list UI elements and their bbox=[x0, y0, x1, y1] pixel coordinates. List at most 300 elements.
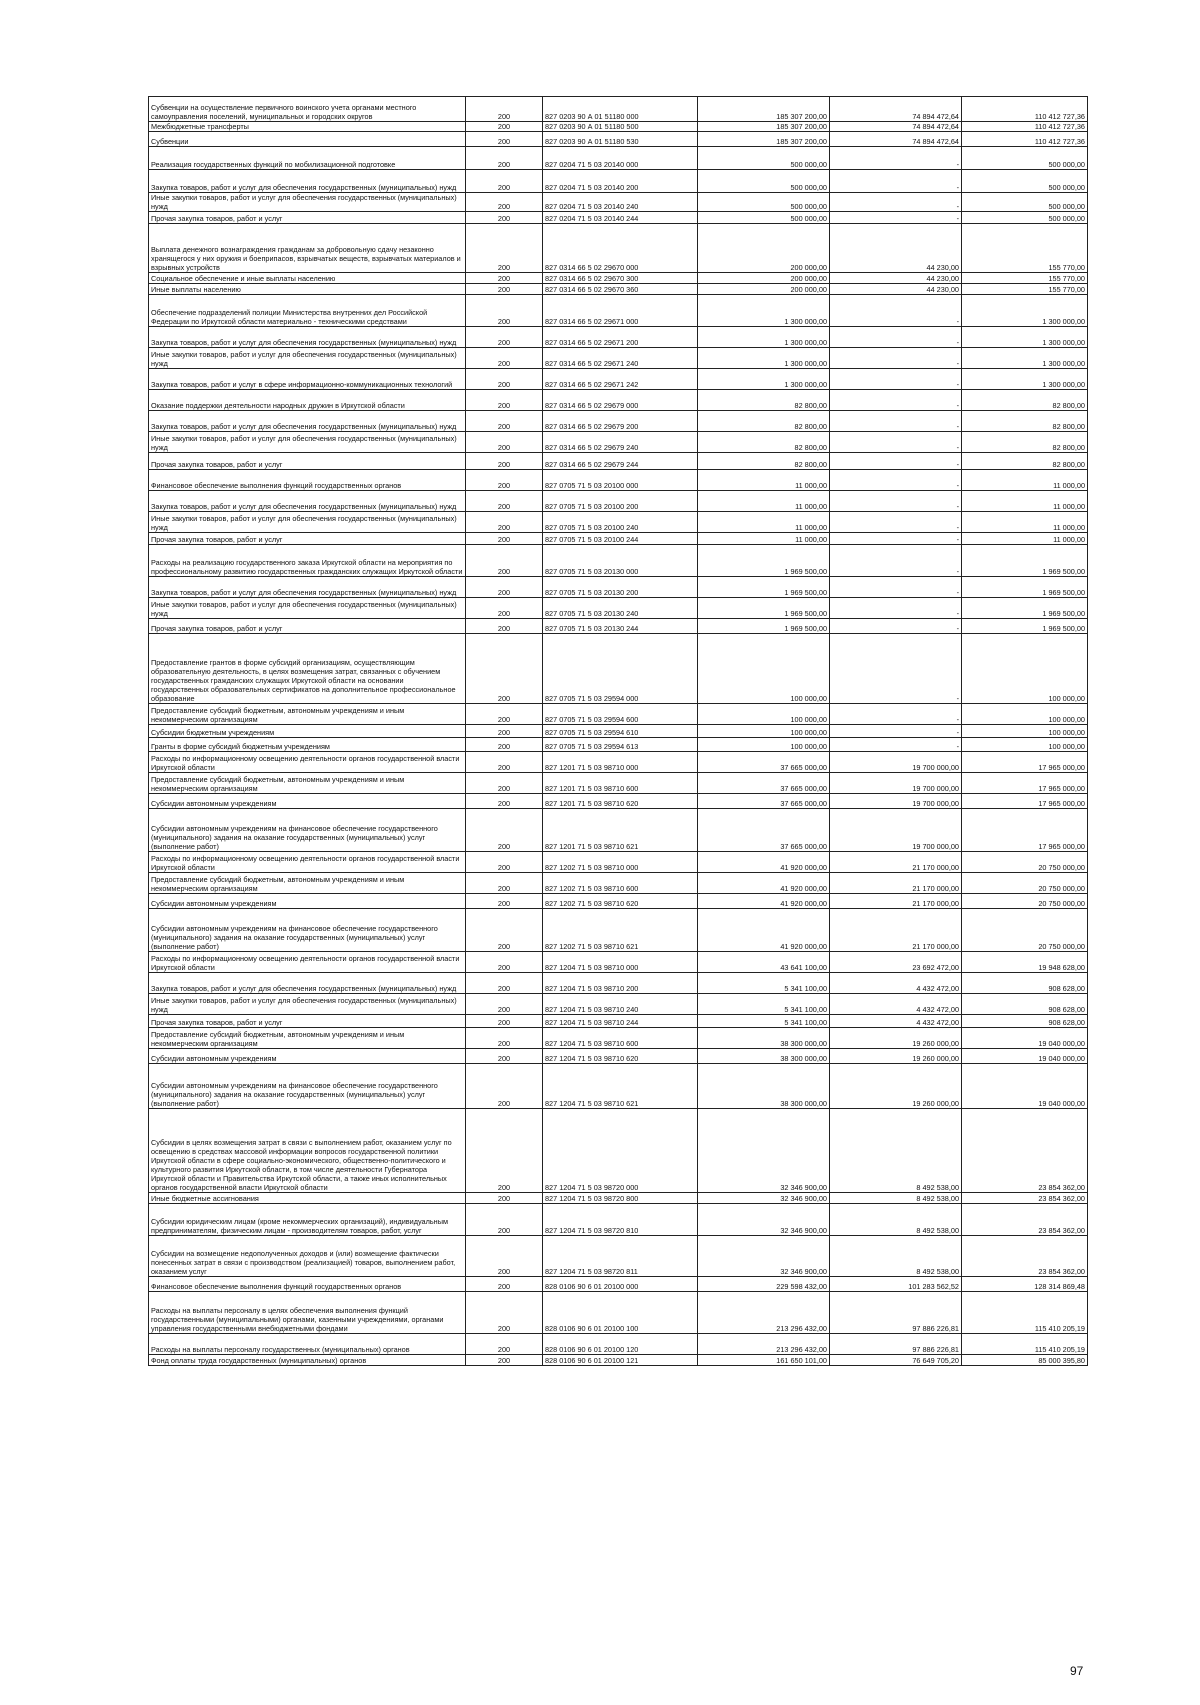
row-done: 19 260 000,00 bbox=[830, 1049, 962, 1064]
table-row bbox=[149, 1028, 1088, 1049]
row-done: - bbox=[830, 390, 962, 411]
row-left: 23 854 362,00 bbox=[962, 1204, 1088, 1236]
row-done: 44 230,00 bbox=[830, 284, 962, 295]
row-plan: 82 800,00 bbox=[698, 453, 830, 470]
row-kbk: 828 0106 90 6 01 20100 100 bbox=[543, 1292, 698, 1334]
row-plan: 229 598 432,00 bbox=[698, 1277, 830, 1292]
row-name: Фонд оплаты труда государственных (муниципальных) органов bbox=[149, 1355, 466, 1366]
row-left: 82 800,00 bbox=[962, 411, 1088, 432]
row-name: Закупка товаров, работ и услуг в сфере информационно-коммуникационных технологий bbox=[149, 369, 466, 390]
budget-table-body bbox=[149, 97, 1088, 1366]
page-number: 97 bbox=[1070, 1664, 1084, 1678]
row-done: - bbox=[830, 491, 962, 512]
row-left: 11 000,00 bbox=[962, 512, 1088, 533]
row-name: Субвенции на осуществление первичного воинского учета органами местного самоуправления поселений, муниципальных и городских округов bbox=[149, 97, 466, 122]
row-kbk: 827 0705 71 5 03 20100 240 bbox=[543, 512, 698, 533]
row-plan: 32 346 900,00 bbox=[698, 1204, 830, 1236]
row-done: 97 886 226,81 bbox=[830, 1292, 962, 1334]
row-kbk: 827 1204 71 5 03 98720 811 bbox=[543, 1236, 698, 1277]
row-name: Расходы по информационному освещению деятельности органов государственной власти Иркутской области bbox=[149, 952, 466, 973]
row-code: 200 bbox=[466, 725, 543, 738]
row-code: 200 bbox=[466, 952, 543, 973]
row-kbk: 827 0314 66 5 02 29679 240 bbox=[543, 432, 698, 453]
row-plan: 1 300 000,00 bbox=[698, 348, 830, 369]
row-done: - bbox=[830, 432, 962, 453]
row-kbk: 827 0314 66 5 02 29671 000 bbox=[543, 295, 698, 327]
row-left: 19 040 000,00 bbox=[962, 1064, 1088, 1109]
table-row bbox=[149, 1064, 1088, 1109]
row-done: 21 170 000,00 bbox=[830, 852, 962, 873]
row-name: Межбюджетные трансферты bbox=[149, 122, 466, 132]
row-done: 21 170 000,00 bbox=[830, 909, 962, 952]
row-plan: 37 665 000,00 bbox=[698, 794, 830, 809]
row-plan: 37 665 000,00 bbox=[698, 809, 830, 852]
row-done: 76 649 705,20 bbox=[830, 1355, 962, 1366]
row-done: 4 432 472,00 bbox=[830, 1015, 962, 1028]
row-code: 200 bbox=[466, 873, 543, 894]
row-done: 8 492 538,00 bbox=[830, 1204, 962, 1236]
row-name: Субсидии автономным учреждениям bbox=[149, 794, 466, 809]
table-row bbox=[149, 773, 1088, 794]
row-name: Закупка товаров, работ и услуг для обеспечения государственных (муниципальных) нужд bbox=[149, 327, 466, 348]
row-done: - bbox=[830, 704, 962, 725]
row-plan: 41 920 000,00 bbox=[698, 852, 830, 873]
row-plan: 11 000,00 bbox=[698, 533, 830, 545]
row-done: - bbox=[830, 411, 962, 432]
row-code: 200 bbox=[466, 773, 543, 794]
row-plan: 5 341 100,00 bbox=[698, 973, 830, 994]
row-left: 1 300 000,00 bbox=[962, 327, 1088, 348]
row-plan: 100 000,00 bbox=[698, 704, 830, 725]
row-kbk: 827 1202 71 5 03 98710 600 bbox=[543, 873, 698, 894]
row-done: - bbox=[830, 470, 962, 491]
row-name: Субсидии автономным учреждениям на финансовое обеспечение государственного (муниципального) задания на оказание государственных (муниципальных) услуг (выполнение работ) bbox=[149, 909, 466, 952]
row-name: Предоставление субсидий бюджетным, автономным учреждениям и иным некоммерческим организациям bbox=[149, 873, 466, 894]
row-name: Прочая закупка товаров, работ и услуг bbox=[149, 212, 466, 224]
row-code: 200 bbox=[466, 470, 543, 491]
table-row bbox=[149, 545, 1088, 577]
table-row bbox=[149, 909, 1088, 952]
row-done: - bbox=[830, 193, 962, 212]
row-plan: 41 920 000,00 bbox=[698, 894, 830, 909]
row-left: 100 000,00 bbox=[962, 704, 1088, 725]
row-kbk: 827 0705 71 5 03 20100 000 bbox=[543, 470, 698, 491]
row-left: 500 000,00 bbox=[962, 147, 1088, 170]
row-plan: 185 307 200,00 bbox=[698, 97, 830, 122]
row-kbk: 827 1202 71 5 03 98710 000 bbox=[543, 852, 698, 873]
row-left: 23 854 362,00 bbox=[962, 1109, 1088, 1193]
table-row bbox=[149, 193, 1088, 212]
table-row bbox=[149, 973, 1088, 994]
row-code: 200 bbox=[466, 1277, 543, 1292]
row-code: 200 bbox=[466, 1109, 543, 1193]
row-code: 200 bbox=[466, 122, 543, 132]
row-code: 200 bbox=[466, 809, 543, 852]
row-name: Выплата денежного вознаграждения гражданам за добровольную сдачу незаконно хранящегося у них оружия и боеприпасов, взрывчатых веществ, взрывчатых материалов и взрывных устройств bbox=[149, 224, 466, 273]
row-plan: 500 000,00 bbox=[698, 212, 830, 224]
row-done: - bbox=[830, 453, 962, 470]
row-code: 200 bbox=[466, 973, 543, 994]
row-plan: 100 000,00 bbox=[698, 725, 830, 738]
row-code: 200 bbox=[466, 348, 543, 369]
row-kbk: 827 0314 66 5 02 29671 240 bbox=[543, 348, 698, 369]
row-left: 155 770,00 bbox=[962, 284, 1088, 295]
row-left: 19 948 628,00 bbox=[962, 952, 1088, 973]
row-kbk: 827 0314 66 5 02 29679 200 bbox=[543, 411, 698, 432]
row-code: 200 bbox=[466, 1028, 543, 1049]
row-plan: 500 000,00 bbox=[698, 147, 830, 170]
table-row bbox=[149, 738, 1088, 752]
row-plan: 1 969 500,00 bbox=[698, 598, 830, 619]
table-row bbox=[149, 512, 1088, 533]
row-code: 200 bbox=[466, 894, 543, 909]
row-name: Закупка товаров, работ и услуг для обеспечения государственных (муниципальных) нужд bbox=[149, 577, 466, 598]
row-kbk: 827 0314 66 5 02 29670 000 bbox=[543, 224, 698, 273]
row-name: Обеспечение подразделений полиции Министерства внутренних дел Российской Федерации по Иркутской области материально - техническими средствами bbox=[149, 295, 466, 327]
row-kbk: 827 0314 66 5 02 29679 244 bbox=[543, 453, 698, 470]
row-code: 200 bbox=[466, 704, 543, 725]
row-kbk: 827 0705 71 5 03 29594 600 bbox=[543, 704, 698, 725]
table-row bbox=[149, 224, 1088, 273]
row-kbk: 827 0204 71 5 03 20140 240 bbox=[543, 193, 698, 212]
table-row bbox=[149, 453, 1088, 470]
row-left: 110 412 727,36 bbox=[962, 132, 1088, 147]
row-done: 21 170 000,00 bbox=[830, 894, 962, 909]
row-code: 200 bbox=[466, 284, 543, 295]
row-plan: 11 000,00 bbox=[698, 491, 830, 512]
row-kbk: 827 1204 71 5 03 98710 240 bbox=[543, 994, 698, 1015]
row-code: 200 bbox=[466, 411, 543, 432]
row-done: 8 492 538,00 bbox=[830, 1236, 962, 1277]
row-kbk: 827 1204 71 5 03 98710 600 bbox=[543, 1028, 698, 1049]
row-name: Предоставление субсидий бюджетным, автономным учреждениям и иным некоммерческим организациям bbox=[149, 704, 466, 725]
row-code: 200 bbox=[466, 132, 543, 147]
row-name: Субсидии автономным учреждениям на финансовое обеспечение государственного (муниципального) задания на оказание государственных (муниципальных) услуг (выполнение работ) bbox=[149, 809, 466, 852]
table-row bbox=[149, 1015, 1088, 1028]
row-kbk: 827 0705 71 5 03 20130 240 bbox=[543, 598, 698, 619]
row-plan: 200 000,00 bbox=[698, 284, 830, 295]
row-done: 4 432 472,00 bbox=[830, 994, 962, 1015]
row-name: Прочая закупка товаров, работ и услуг bbox=[149, 1015, 466, 1028]
row-plan: 185 307 200,00 bbox=[698, 132, 830, 147]
row-done: 97 886 226,81 bbox=[830, 1334, 962, 1355]
row-code: 200 bbox=[466, 432, 543, 453]
row-left: 100 000,00 bbox=[962, 634, 1088, 704]
row-plan: 100 000,00 bbox=[698, 634, 830, 704]
row-left: 908 628,00 bbox=[962, 1015, 1088, 1028]
table-row bbox=[149, 1292, 1088, 1334]
row-name: Субсидии бюджетным учреждениям bbox=[149, 725, 466, 738]
row-kbk: 827 1202 71 5 03 98710 621 bbox=[543, 909, 698, 952]
row-plan: 1 969 500,00 bbox=[698, 577, 830, 598]
row-name: Иные закупки товаров, работ и услуг для обеспечения государственных (муниципальных) нужд bbox=[149, 994, 466, 1015]
row-plan: 43 641 100,00 bbox=[698, 952, 830, 973]
row-kbk: 827 0204 71 5 03 20140 244 bbox=[543, 212, 698, 224]
row-left: 17 965 000,00 bbox=[962, 752, 1088, 773]
table-row bbox=[149, 1109, 1088, 1193]
row-plan: 1 300 000,00 bbox=[698, 369, 830, 390]
row-name: Оказание поддержки деятельности народных дружин в Иркутской области bbox=[149, 390, 466, 411]
row-name: Прочая закупка товаров, работ и услуг bbox=[149, 453, 466, 470]
row-name: Субсидии автономным учреждениям bbox=[149, 1049, 466, 1064]
row-plan: 11 000,00 bbox=[698, 512, 830, 533]
row-plan: 1 300 000,00 bbox=[698, 295, 830, 327]
row-name: Расходы по информационному освещению деятельности органов государственной власти Иркутской области bbox=[149, 752, 466, 773]
row-plan: 32 346 900,00 bbox=[698, 1109, 830, 1193]
row-kbk: 827 1201 71 5 03 98710 621 bbox=[543, 809, 698, 852]
table-row bbox=[149, 752, 1088, 773]
row-plan: 41 920 000,00 bbox=[698, 873, 830, 894]
table-row bbox=[149, 491, 1088, 512]
row-done: - bbox=[830, 170, 962, 193]
table-row bbox=[149, 1236, 1088, 1277]
row-plan: 1 300 000,00 bbox=[698, 327, 830, 348]
table-row bbox=[149, 170, 1088, 193]
row-plan: 82 800,00 bbox=[698, 432, 830, 453]
row-done: 44 230,00 bbox=[830, 273, 962, 284]
row-done: - bbox=[830, 147, 962, 170]
row-code: 200 bbox=[466, 577, 543, 598]
row-name: Финансовое обеспечение выполнения функций государственных органов bbox=[149, 470, 466, 491]
row-kbk: 827 1204 71 5 03 98710 621 bbox=[543, 1064, 698, 1109]
row-plan: 200 000,00 bbox=[698, 273, 830, 284]
table-row bbox=[149, 533, 1088, 545]
row-left: 23 854 362,00 bbox=[962, 1236, 1088, 1277]
row-left: 500 000,00 bbox=[962, 193, 1088, 212]
row-done: - bbox=[830, 738, 962, 752]
row-left: 1 300 000,00 bbox=[962, 295, 1088, 327]
row-name: Гранты в форме субсидий бюджетным учреждениям bbox=[149, 738, 466, 752]
row-left: 19 040 000,00 bbox=[962, 1028, 1088, 1049]
table-row bbox=[149, 809, 1088, 852]
row-left: 1 300 000,00 bbox=[962, 348, 1088, 369]
row-left: 155 770,00 bbox=[962, 224, 1088, 273]
row-plan: 38 300 000,00 bbox=[698, 1064, 830, 1109]
row-code: 200 bbox=[466, 273, 543, 284]
row-done: 74 894 472,64 bbox=[830, 132, 962, 147]
row-name: Предоставление субсидий бюджетным, автономным учреждениям и иным некоммерческим организациям bbox=[149, 773, 466, 794]
row-done: 19 700 000,00 bbox=[830, 752, 962, 773]
table-row bbox=[149, 97, 1088, 122]
row-kbk: 828 0106 90 6 01 20100 121 bbox=[543, 1355, 698, 1366]
table-row bbox=[149, 1049, 1088, 1064]
row-kbk: 827 0204 71 5 03 20140 200 bbox=[543, 170, 698, 193]
row-name: Иные закупки товаров, работ и услуг для обеспечения государственных (муниципальных) нужд bbox=[149, 512, 466, 533]
row-done: - bbox=[830, 327, 962, 348]
budget-table bbox=[148, 96, 1088, 1366]
row-kbk: 827 0705 71 5 03 20100 244 bbox=[543, 533, 698, 545]
row-kbk: 827 1204 71 5 03 98720 800 bbox=[543, 1193, 698, 1204]
row-done: - bbox=[830, 512, 962, 533]
table-row bbox=[149, 411, 1088, 432]
table-row bbox=[149, 432, 1088, 453]
row-plan: 100 000,00 bbox=[698, 738, 830, 752]
row-done: - bbox=[830, 725, 962, 738]
row-done: 19 700 000,00 bbox=[830, 809, 962, 852]
row-code: 200 bbox=[466, 533, 543, 545]
row-plan: 500 000,00 bbox=[698, 193, 830, 212]
table-row bbox=[149, 390, 1088, 411]
table-row bbox=[149, 852, 1088, 873]
table-row bbox=[149, 132, 1088, 147]
row-kbk: 827 1202 71 5 03 98710 620 bbox=[543, 894, 698, 909]
row-kbk: 827 0705 71 5 03 20130 000 bbox=[543, 545, 698, 577]
row-code: 200 bbox=[466, 1236, 543, 1277]
row-done: 8 492 538,00 bbox=[830, 1193, 962, 1204]
table-row bbox=[149, 619, 1088, 634]
row-left: 11 000,00 bbox=[962, 470, 1088, 491]
table-row bbox=[149, 994, 1088, 1015]
table-row bbox=[149, 577, 1088, 598]
row-done: 74 894 472,64 bbox=[830, 122, 962, 132]
row-left: 23 854 362,00 bbox=[962, 1193, 1088, 1204]
row-code: 200 bbox=[466, 994, 543, 1015]
row-name: Субсидии автономным учреждениям на финансовое обеспечение государственного (муниципального) задания на оказание государственных (муниципальных) услуг (выполнение работ) bbox=[149, 1064, 466, 1109]
row-done: 101 283 562,52 bbox=[830, 1277, 962, 1292]
row-left: 11 000,00 bbox=[962, 491, 1088, 512]
row-kbk: 827 1204 71 5 03 98710 000 bbox=[543, 952, 698, 973]
row-name: Иные закупки товаров, работ и услуг для обеспечения государственных (муниципальных) нужд bbox=[149, 193, 466, 212]
row-name: Закупка товаров, работ и услуг для обеспечения государственных (муниципальных) нужд bbox=[149, 973, 466, 994]
row-code: 200 bbox=[466, 295, 543, 327]
row-code: 200 bbox=[466, 327, 543, 348]
row-done: - bbox=[830, 348, 962, 369]
row-code: 200 bbox=[466, 752, 543, 773]
row-kbk: 827 1204 71 5 03 98710 620 bbox=[543, 1049, 698, 1064]
row-kbk: 827 0203 90 А 01 51180 000 bbox=[543, 97, 698, 122]
row-left: 82 800,00 bbox=[962, 432, 1088, 453]
row-left: 128 314 869,48 bbox=[962, 1277, 1088, 1292]
row-code: 200 bbox=[466, 212, 543, 224]
table-row bbox=[149, 1277, 1088, 1292]
row-done: 8 492 538,00 bbox=[830, 1109, 962, 1193]
table-row bbox=[149, 894, 1088, 909]
row-plan: 11 000,00 bbox=[698, 470, 830, 491]
row-name: Субвенции bbox=[149, 132, 466, 147]
row-plan: 32 346 900,00 bbox=[698, 1236, 830, 1277]
row-code: 200 bbox=[466, 852, 543, 873]
row-kbk: 827 1204 71 5 03 98720 810 bbox=[543, 1204, 698, 1236]
row-done: - bbox=[830, 369, 962, 390]
table-row bbox=[149, 1193, 1088, 1204]
table-row bbox=[149, 794, 1088, 809]
row-left: 20 750 000,00 bbox=[962, 894, 1088, 909]
row-left: 19 040 000,00 bbox=[962, 1049, 1088, 1064]
row-left: 20 750 000,00 bbox=[962, 873, 1088, 894]
row-code: 200 bbox=[466, 147, 543, 170]
row-code: 200 bbox=[466, 453, 543, 470]
row-code: 200 bbox=[466, 634, 543, 704]
budget-sheet bbox=[148, 96, 1088, 1366]
row-done: 19 260 000,00 bbox=[830, 1064, 962, 1109]
row-left: 1 969 500,00 bbox=[962, 619, 1088, 634]
row-left: 908 628,00 bbox=[962, 973, 1088, 994]
row-done: 23 692 472,00 bbox=[830, 952, 962, 973]
row-kbk: 827 1201 71 5 03 98710 620 bbox=[543, 794, 698, 809]
table-row bbox=[149, 470, 1088, 491]
row-plan: 41 920 000,00 bbox=[698, 909, 830, 952]
row-code: 200 bbox=[466, 598, 543, 619]
row-code: 200 bbox=[466, 491, 543, 512]
table-row bbox=[149, 952, 1088, 973]
row-code: 200 bbox=[466, 512, 543, 533]
row-plan: 37 665 000,00 bbox=[698, 773, 830, 794]
row-kbk: 827 0705 71 5 03 20130 244 bbox=[543, 619, 698, 634]
row-code: 200 bbox=[466, 193, 543, 212]
row-plan: 1 969 500,00 bbox=[698, 619, 830, 634]
row-name: Расходы на выплаты персоналу в целях обеспечения выполнения функций государственными (муниципальными) органами, казенными учреждениями, органами управления государственными внебюджетными фондами bbox=[149, 1292, 466, 1334]
row-name: Иные выплаты населению bbox=[149, 284, 466, 295]
row-name: Прочая закупка товаров, работ и услуг bbox=[149, 619, 466, 634]
row-done: - bbox=[830, 619, 962, 634]
table-row bbox=[149, 348, 1088, 369]
table-row bbox=[149, 1204, 1088, 1236]
row-name: Расходы на выплаты персоналу государственных (муниципальных) органов bbox=[149, 1334, 466, 1355]
row-plan: 200 000,00 bbox=[698, 224, 830, 273]
row-kbk: 827 0203 90 А 01 51180 500 bbox=[543, 122, 698, 132]
row-code: 200 bbox=[466, 170, 543, 193]
row-plan: 213 296 432,00 bbox=[698, 1292, 830, 1334]
table-row bbox=[149, 1355, 1088, 1366]
row-left: 20 750 000,00 bbox=[962, 852, 1088, 873]
row-code: 200 bbox=[466, 794, 543, 809]
row-name: Иные закупки товаров, работ и услуг для обеспечения государственных (муниципальных) нужд bbox=[149, 348, 466, 369]
row-code: 200 bbox=[466, 545, 543, 577]
row-name: Прочая закупка товаров, работ и услуг bbox=[149, 533, 466, 545]
row-plan: 32 346 900,00 bbox=[698, 1193, 830, 1204]
row-done: 19 700 000,00 bbox=[830, 773, 962, 794]
row-code: 200 bbox=[466, 1204, 543, 1236]
table-row bbox=[149, 634, 1088, 704]
row-kbk: 827 0314 66 5 02 29671 242 bbox=[543, 369, 698, 390]
row-code: 200 bbox=[466, 1355, 543, 1366]
row-code: 200 bbox=[466, 1292, 543, 1334]
row-name: Субсидии юридическим лицам (кроме некоммерческих организаций), индивидуальным предпринимателям, физическим лицам - производителям товаров, работ, услуг bbox=[149, 1204, 466, 1236]
table-row bbox=[149, 273, 1088, 284]
table-row bbox=[149, 598, 1088, 619]
row-done: 21 170 000,00 bbox=[830, 873, 962, 894]
table-row bbox=[149, 284, 1088, 295]
row-kbk: 827 1201 71 5 03 98710 600 bbox=[543, 773, 698, 794]
row-done: 44 230,00 bbox=[830, 224, 962, 273]
row-name: Закупка товаров, работ и услуг для обеспечения государственных (муниципальных) нужд bbox=[149, 170, 466, 193]
row-done: 4 432 472,00 bbox=[830, 973, 962, 994]
row-kbk: 827 0705 71 5 03 20130 200 bbox=[543, 577, 698, 598]
row-name: Субсидии автономным учреждениям bbox=[149, 894, 466, 909]
row-name: Закупка товаров, работ и услуг для обеспечения государственных (муниципальных) нужд bbox=[149, 411, 466, 432]
table-row bbox=[149, 147, 1088, 170]
row-done: 19 700 000,00 bbox=[830, 794, 962, 809]
row-name: Иные бюджетные ассигнования bbox=[149, 1193, 466, 1204]
row-left: 100 000,00 bbox=[962, 738, 1088, 752]
row-kbk: 827 0314 66 5 02 29671 200 bbox=[543, 327, 698, 348]
row-plan: 38 300 000,00 bbox=[698, 1049, 830, 1064]
row-kbk: 828 0106 90 6 01 20100 120 bbox=[543, 1334, 698, 1355]
row-name: Иные закупки товаров, работ и услуг для обеспечения государственных (муниципальных) нужд bbox=[149, 432, 466, 453]
row-kbk: 827 0204 71 5 03 20140 000 bbox=[543, 147, 698, 170]
row-name: Субсидии на возмещение недополученных доходов и (или) возмещение фактически понесенных затрат в связи с производством (реализацией) товаров, выполнением работ, оказанием услуг bbox=[149, 1236, 466, 1277]
row-left: 1 969 500,00 bbox=[962, 598, 1088, 619]
row-code: 200 bbox=[466, 1193, 543, 1204]
row-left: 17 965 000,00 bbox=[962, 809, 1088, 852]
row-code: 200 bbox=[466, 224, 543, 273]
row-kbk: 827 1204 71 5 03 98710 244 bbox=[543, 1015, 698, 1028]
row-code: 200 bbox=[466, 390, 543, 411]
row-code: 200 bbox=[466, 738, 543, 752]
row-kbk: 827 0705 71 5 03 29594 610 bbox=[543, 725, 698, 738]
row-left: 17 965 000,00 bbox=[962, 773, 1088, 794]
row-left: 500 000,00 bbox=[962, 170, 1088, 193]
